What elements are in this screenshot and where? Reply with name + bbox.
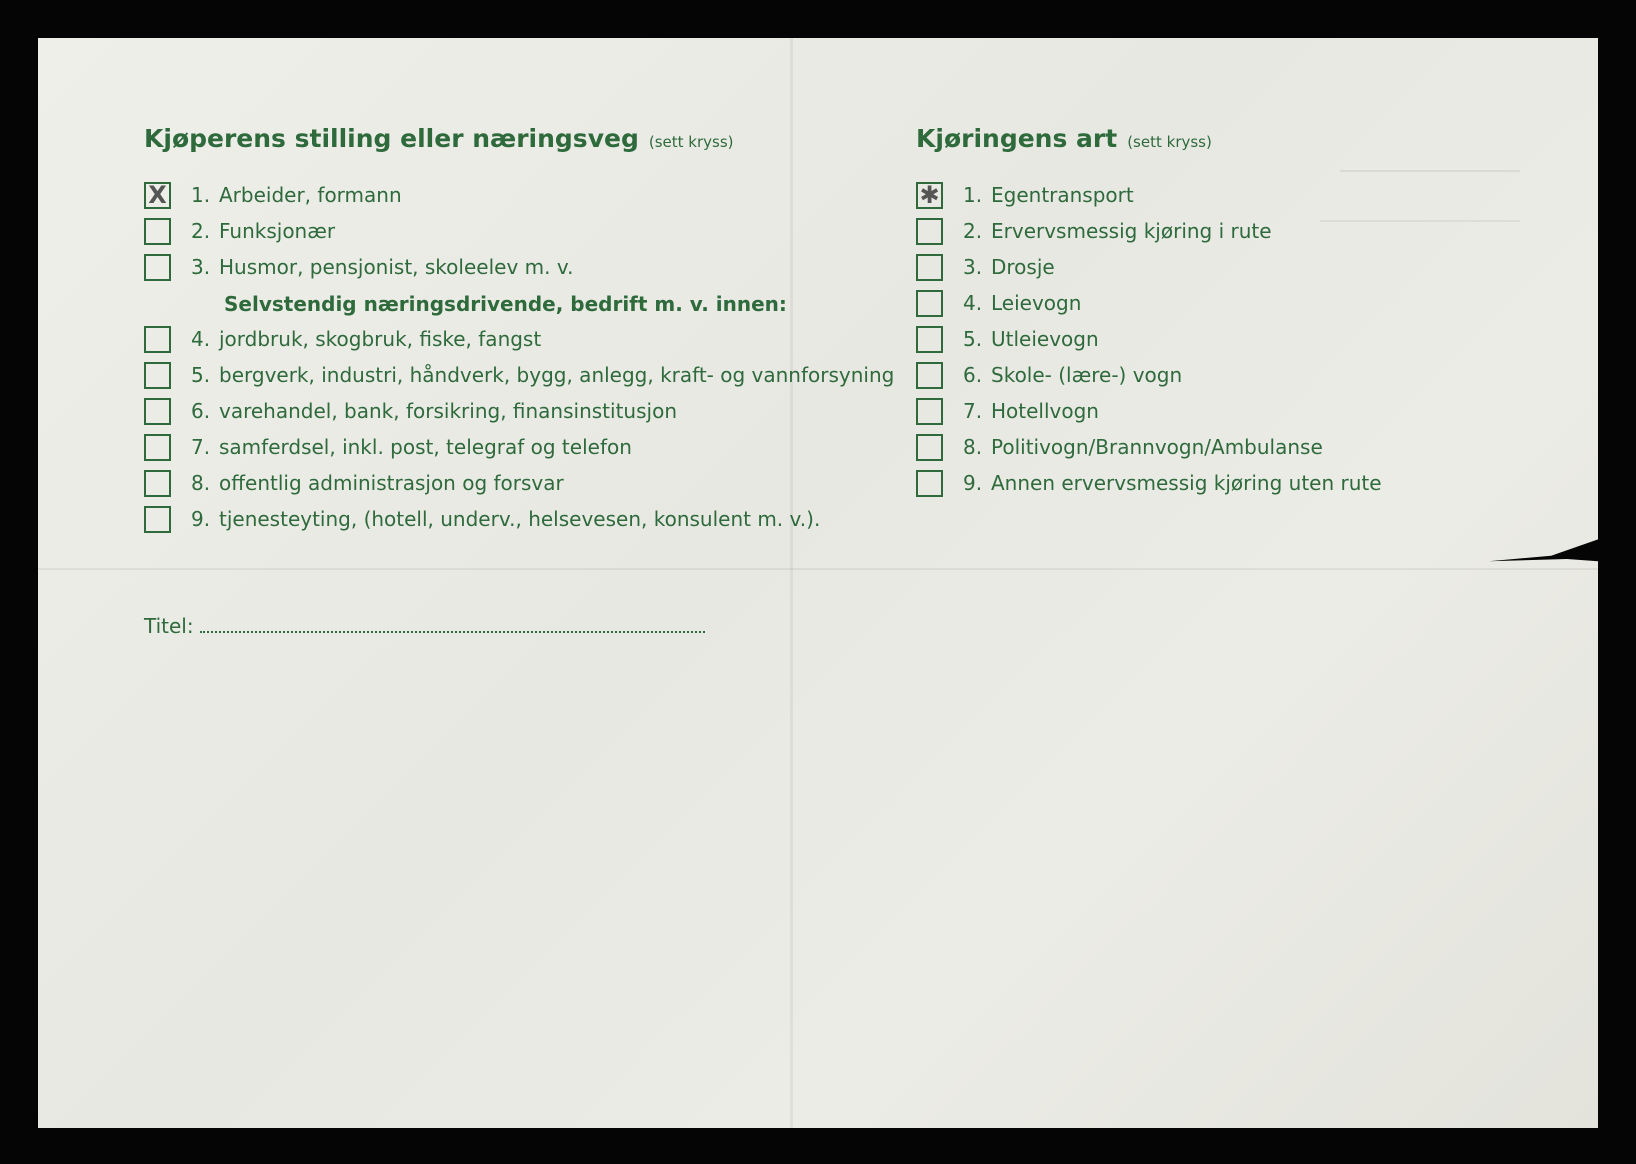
item-number: 4.	[963, 291, 983, 315]
item-number: 6.	[191, 399, 211, 423]
driving-type-hint: (sett kryss)	[1127, 133, 1212, 151]
item-label: Annen ervervsmessig kjøring uten rute	[991, 471, 1382, 495]
item-number: 6.	[963, 363, 983, 387]
item-label: Arbeider, formann	[219, 183, 402, 207]
item-number: 3.	[963, 255, 983, 279]
checkbox[interactable]	[916, 398, 943, 425]
item-label: bergverk, industri, håndverk, bygg, anlegg, kraft- og vannforsyning	[219, 363, 895, 387]
checkbox[interactable]	[144, 470, 171, 497]
titel-dotted-line[interactable]	[200, 617, 705, 633]
item-number: 2.	[191, 219, 211, 243]
self-employed-subheading: Selvstendig næringsdrivende, bedrift m. v. innen:	[224, 292, 787, 316]
driving-type-item-2[interactable]	[916, 216, 1272, 246]
item-number: 2.	[963, 219, 983, 243]
driving-type-item-8[interactable]	[916, 432, 1323, 462]
item-number: 3.	[191, 255, 211, 279]
buyer-occupation-title: Kjøperens stilling eller næringsveg	[144, 124, 639, 153]
item-number: 9.	[963, 471, 983, 495]
driving-type-item-6[interactable]	[916, 360, 1182, 390]
check-mark: ✱	[919, 181, 940, 209]
item-number: 5.	[191, 363, 211, 387]
item-label: samferdsel, inkl. post, telegraf og telefon	[219, 435, 632, 459]
item-number: 8.	[963, 435, 983, 459]
buyer-business-item-4[interactable]	[144, 432, 632, 462]
item-label: Egentransport	[991, 183, 1134, 207]
driving-type-heading	[916, 124, 1212, 153]
item-label: tjenesteyting, (hotell, underv., helsevesen, konsulent m. v.).	[219, 507, 821, 531]
buyer-business-item-6[interactable]	[144, 504, 820, 534]
item-label: Utleievogn	[991, 327, 1099, 351]
item-label: varehandel, bank, forsikring, finansinstitusjon	[219, 399, 677, 423]
checkbox[interactable]	[144, 182, 171, 209]
item-number: 5.	[963, 327, 983, 351]
checkbox[interactable]	[144, 434, 171, 461]
checkbox[interactable]	[916, 290, 943, 317]
item-label: Drosje	[991, 255, 1055, 279]
driving-type-item-1[interactable]	[916, 180, 1134, 210]
checkbox[interactable]	[144, 362, 171, 389]
item-number: 8.	[191, 471, 211, 495]
checkbox[interactable]	[916, 326, 943, 353]
item-label: Hotellvogn	[991, 399, 1099, 423]
checkbox[interactable]	[144, 254, 171, 281]
checkbox[interactable]	[916, 470, 943, 497]
item-number: 7.	[191, 435, 211, 459]
driving-type-item-7[interactable]	[916, 396, 1099, 426]
driving-type-item-5[interactable]	[916, 324, 1099, 354]
item-label: Husmor, pensjonist, skoleelev m. v.	[219, 255, 574, 279]
titel-label: Titel:	[144, 614, 194, 638]
item-label: jordbruk, skogbruk, fiske, fangst	[219, 327, 542, 351]
buyer-business-item-1[interactable]	[144, 324, 541, 354]
item-label: Ervervsmessig kjøring i rute	[991, 219, 1272, 243]
item-label: offentlig administrasjon og forsvar	[219, 471, 564, 495]
checkbox[interactable]	[916, 182, 943, 209]
show-through-mark	[1320, 180, 1520, 222]
titel-field[interactable]	[144, 614, 705, 638]
driving-type-item-3[interactable]	[916, 252, 1055, 282]
checkbox[interactable]	[916, 434, 943, 461]
item-label: Funksjonær	[219, 219, 336, 243]
item-number: 1.	[963, 183, 983, 207]
driving-type-item-9[interactable]	[916, 468, 1382, 498]
buyer-business-item-5[interactable]	[144, 468, 564, 498]
item-label: Politivogn/Brannvogn/Ambulanse	[991, 435, 1323, 459]
item-number: 9.	[191, 507, 211, 531]
driving-type-title: Kjøringens art	[916, 124, 1118, 153]
buyer-occupation-item-1[interactable]	[144, 180, 402, 210]
item-number: 4.	[191, 327, 211, 351]
item-number: 1.	[191, 183, 211, 207]
fold-line-horizontal	[38, 568, 1598, 570]
checkbox[interactable]	[916, 218, 943, 245]
checkbox[interactable]	[144, 506, 171, 533]
buyer-occupation-item-2[interactable]	[144, 216, 335, 246]
buyer-occupation-hint: (sett kryss)	[648, 133, 734, 151]
buyer-business-item-3[interactable]	[144, 396, 677, 426]
item-label: Leievogn	[991, 291, 1082, 315]
checkbox[interactable]	[144, 218, 171, 245]
buyer-occupation-heading	[144, 124, 733, 153]
fold-line-vertical	[790, 38, 793, 1128]
buyer-business-item-2[interactable]	[144, 360, 894, 390]
checkbox[interactable]	[144, 398, 171, 425]
buyer-occupation-item-3[interactable]	[144, 252, 573, 282]
item-label: Skole- (lære-) vogn	[991, 363, 1183, 387]
checkbox[interactable]	[916, 362, 943, 389]
checkbox[interactable]	[144, 326, 171, 353]
check-mark: X	[148, 181, 167, 209]
checkbox[interactable]	[916, 254, 943, 281]
show-through-mark	[1340, 110, 1520, 172]
item-number: 7.	[963, 399, 983, 423]
driving-type-item-4[interactable]	[916, 288, 1081, 318]
